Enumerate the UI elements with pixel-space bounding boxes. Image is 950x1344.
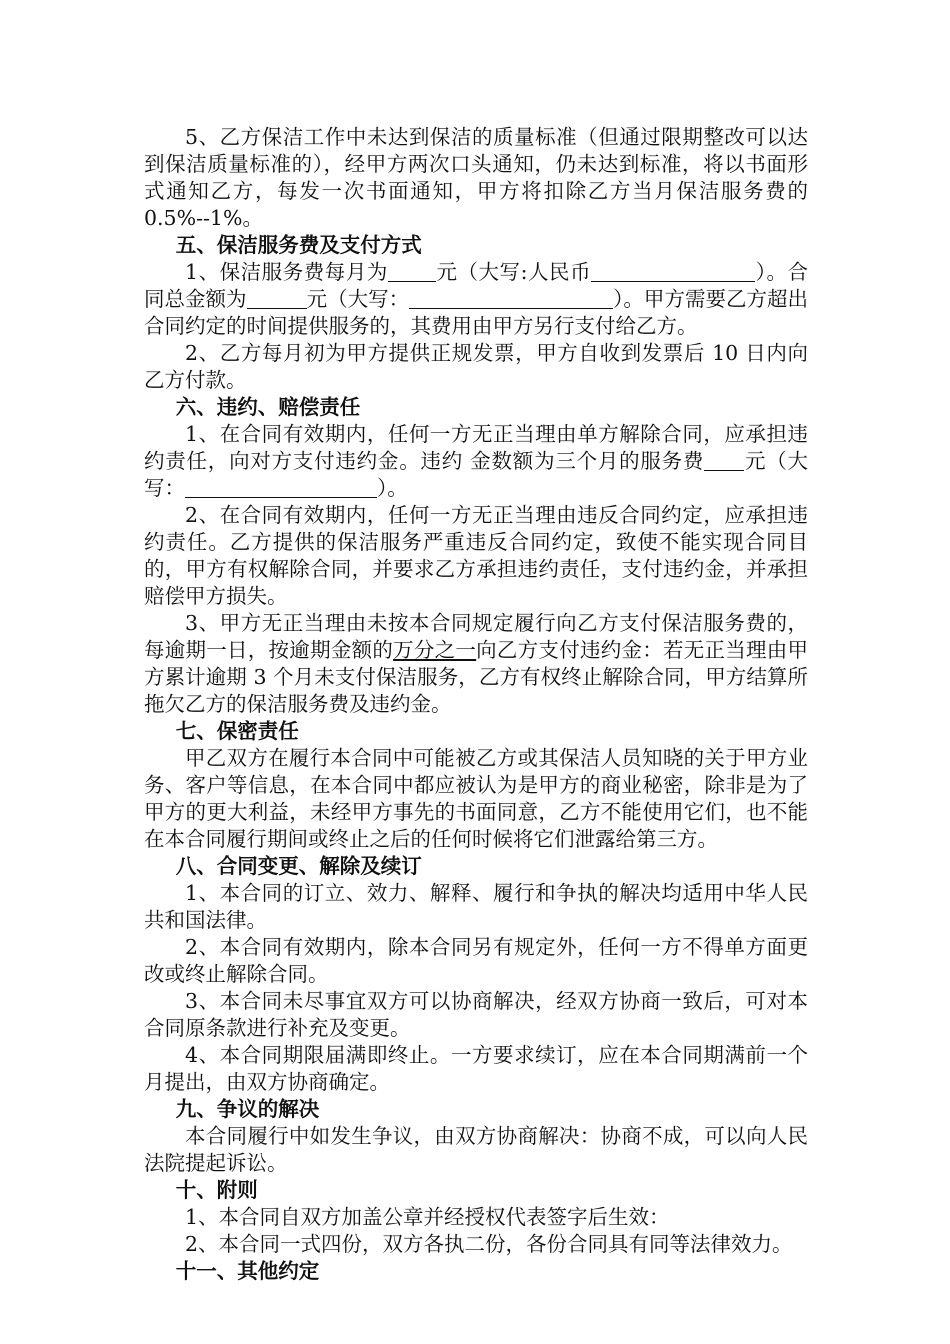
clause-5-1 — [144, 259, 808, 340]
clause-9-body: 本合同履行中如发生争议，由双方协商解决：协商不成，可以向人民法院提起诉讼。 — [144, 1124, 808, 1175]
clause-6-1-text-a: 1、在合同有效期内，任何一方无正当理由单方解除合同，应承担违约责任，向对方支付违约金。违约 金数额为三个月的服务费 — [144, 422, 808, 473]
section-8-heading: 八、合同变更、解除及续订 — [175, 854, 422, 878]
clause-4-5: 5、乙方保洁工作中未达到保洁的质量标准（但通过限期整改可以达到保洁质量标准的），经甲方两次口头通知，仍未达到标准，将以书面形式通知乙方，每发一次书面通知，甲方将扣除乙方当月保洁服务费的 0.5%--1%。 — [144, 125, 808, 230]
clause-6-1-text-c: ）。 — [377, 476, 408, 500]
contract-body — [144, 124, 808, 1285]
clause-8-1: 1、本合同的订立、效力、解释、履行和争执的解决均适用中华人民共和国法律。 — [144, 881, 808, 932]
clause-5-1-text-b: 元（大写:人民币 — [435, 260, 592, 284]
clause-5-1-text-a: 1、保洁服务费每月为 — [185, 260, 388, 284]
clause-8-3: 3、本合同未尽事宜双方可以协商解决，经双方协商一致后，可对本合同原条款进行补充及变更。 — [144, 989, 808, 1040]
section-11-heading: 十一、其他约定 — [175, 1259, 320, 1283]
clause-5-1-text-c: ）。合同总金额为 — [144, 260, 808, 311]
clause-6-3 — [144, 610, 808, 718]
clause-8-2: 2、本合同有效期内，除本合同另有规定外，任何一方不得单方面更改或终止解除合同。 — [144, 935, 808, 986]
section-9-heading: 九、争议的解决 — [175, 1097, 320, 1121]
penalty-fee-blank[interactable] — [704, 450, 744, 471]
monthly-fee-blank[interactable] — [388, 261, 436, 282]
section-6-heading: 六、违约、赔偿责任 — [175, 395, 361, 419]
clause-6-1 — [144, 421, 808, 502]
total-amount-blank[interactable] — [247, 288, 307, 309]
section-10-heading: 十、附则 — [175, 1178, 258, 1202]
total-amount-capital-blank[interactable] — [409, 288, 613, 309]
clause-6-2: 2、在合同有效期内，任何一方无正当理由违反合同约定，应承担违约责任。乙方提供的保洁服务严重违反合同约定，致使不能实现合同目的，甲方有权解除合同，并要求乙方承担违约责任，支付违约金，并承担赔偿甲方损失。 — [144, 503, 808, 608]
clause-6-3-text-b: 向乙方支付违约金：若无正当理由甲方累计逾期 3 个月未支付保洁服务，乙方有权终止解除合同，甲方结算所拖欠乙方的保洁服务费及违约金。 — [144, 638, 809, 716]
clause-10-1: 1、本合同自双方加盖公章并经授权代表签字后生效： — [185, 1205, 670, 1229]
clause-10-2: 2、本合同一式四份，双方各执二份，各份合同具有同等法律效力。 — [185, 1232, 793, 1256]
clause-7-body: 甲乙双方在履行本合同中可能被乙方或其保洁人员知晓的关于甲方业务、客户等信息，在本合同中都应被认为是甲方的商业秘密，除非是为了甲方的更大利益，未经甲方事先的书面同意，乙方不能使用它们，也不能在本合同履行期间或终止之后的任何时候将它们泄露给第三方。 — [144, 746, 808, 851]
clause-6-3-text-a: 3、甲方无正当理由未按本合同规定履行向乙方支付保洁服务费的，每逾期一日，按逾期金额的 — [144, 611, 808, 662]
clause-6-1-text-b: 元（大写： — [144, 449, 809, 500]
section-5-heading: 五、保洁服务费及支付方式 — [175, 233, 422, 257]
clause-5-2: 2、乙方每月初为甲方提供正规发票，甲方自收到发票后 10 日内向乙方付款。 — [144, 341, 808, 392]
clause-5-1-text-d: 元（大写： — [306, 287, 410, 311]
underlined-rate: 万分之一 — [393, 638, 477, 662]
clause-8-4: 4、本合同期限届满即终止。一方要求续订，应在本合同期满前一个月提出，由双方协商确定。 — [144, 1043, 808, 1094]
section-7-heading: 七、保密责任 — [175, 719, 299, 743]
penalty-capital-blank[interactable] — [185, 477, 377, 498]
clause-5-1-text-e: ）。甲方需要乙方超出合同约定的时间提供服务的，其费用由甲方另行支付给乙方。 — [144, 287, 809, 338]
monthly-fee-capital-blank[interactable] — [591, 261, 755, 282]
